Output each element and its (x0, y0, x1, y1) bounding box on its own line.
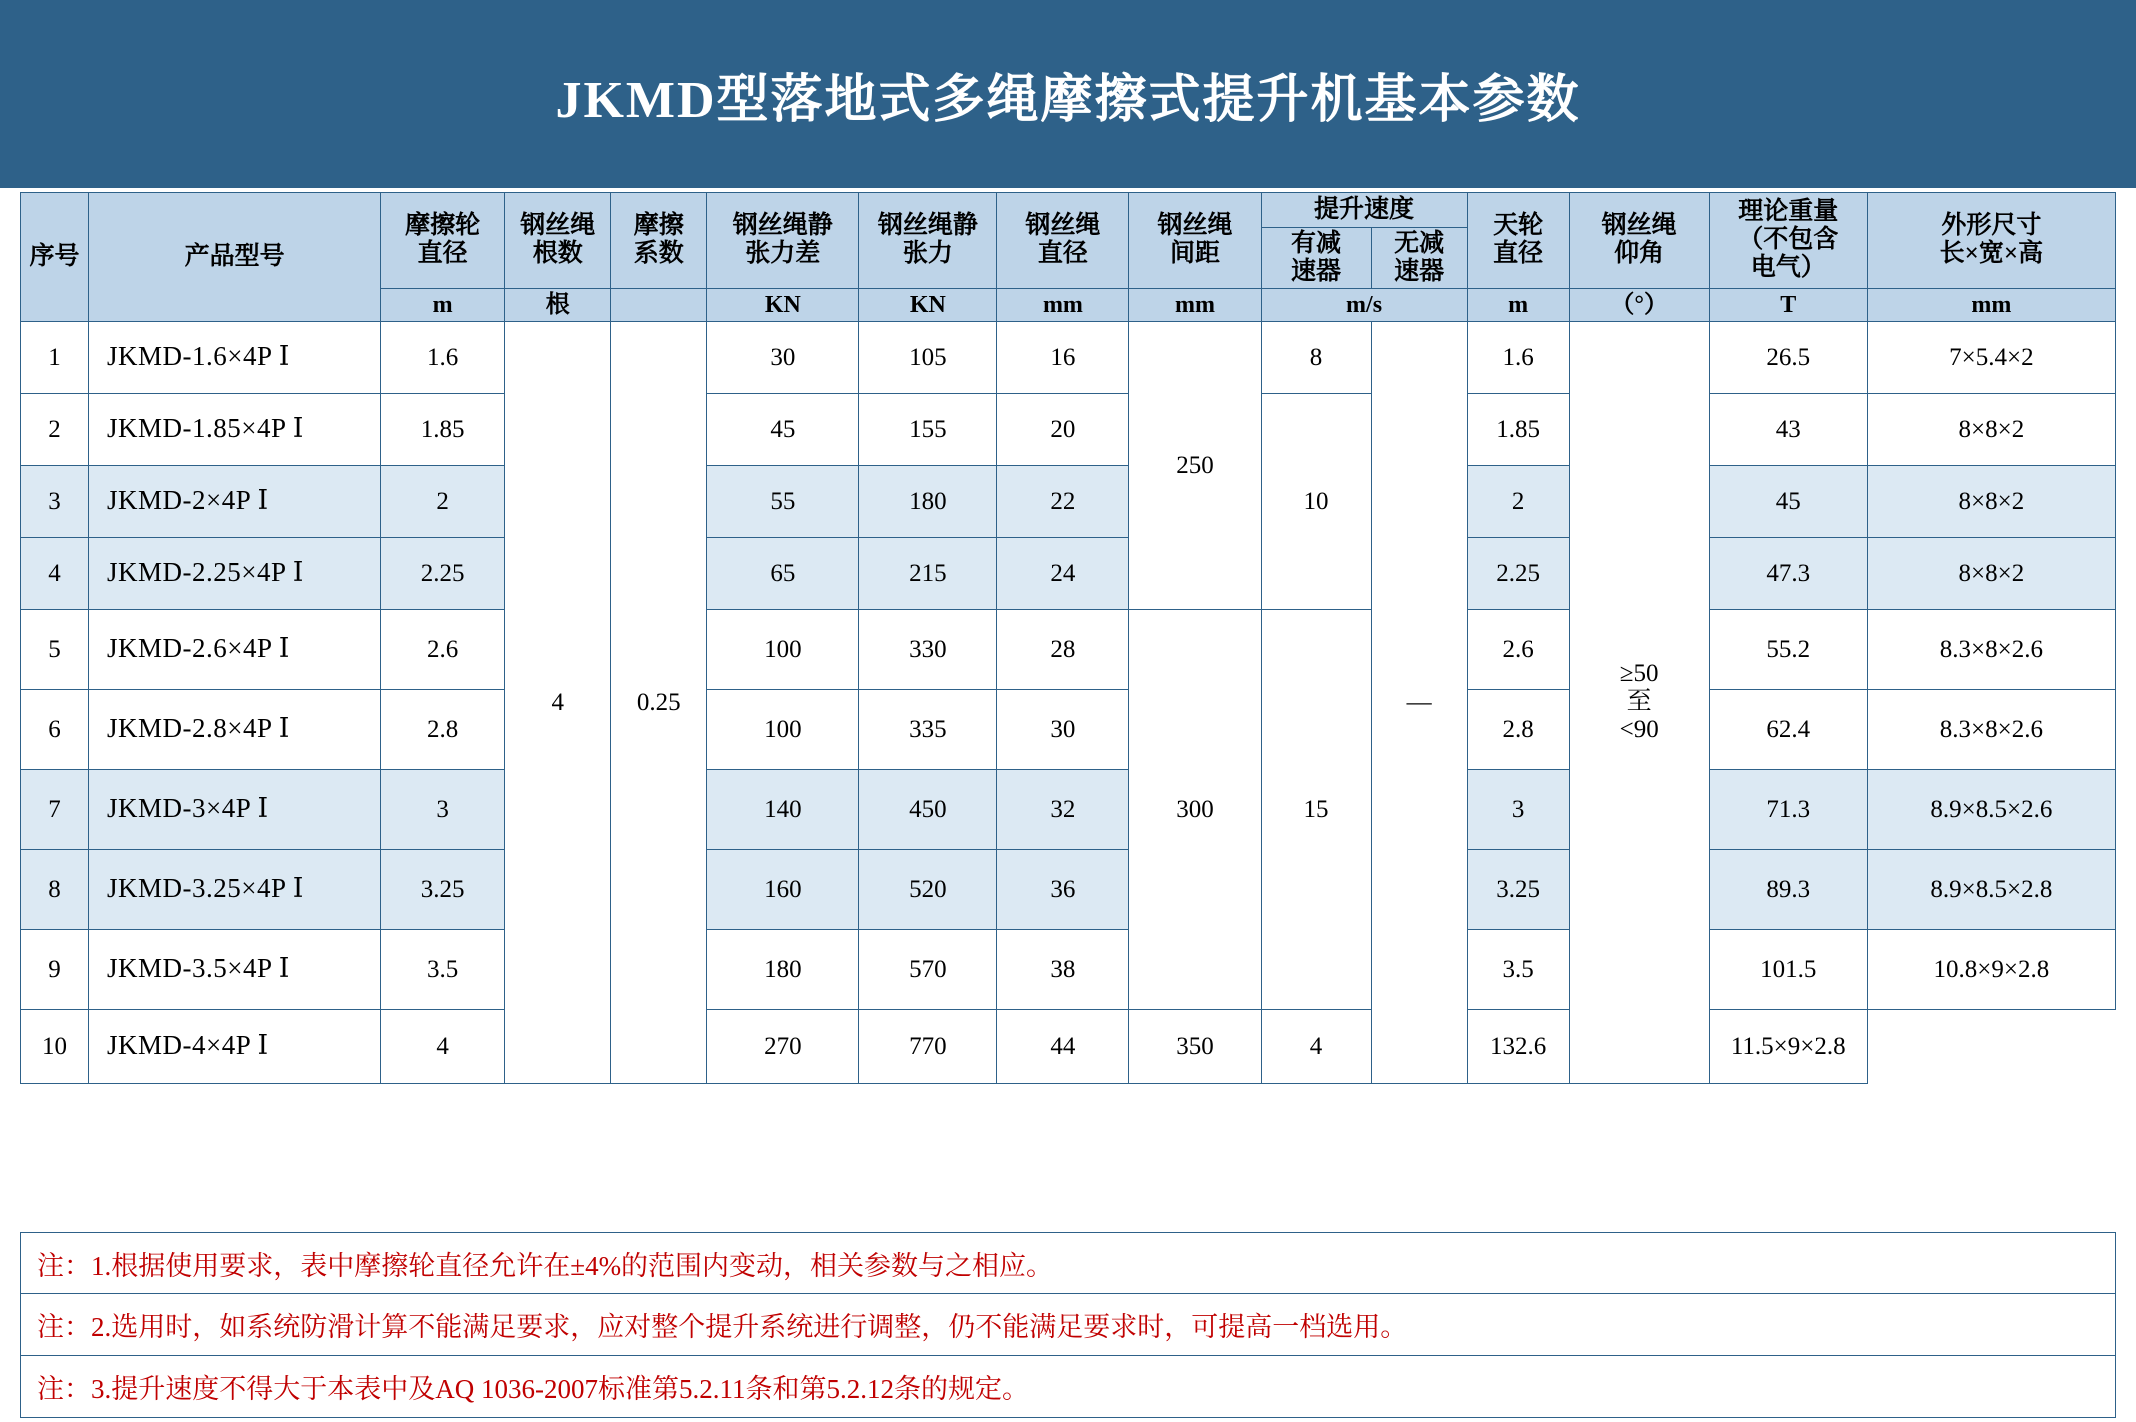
cell-static-tension: 570 (859, 929, 997, 1009)
header-index: 序号 (21, 193, 89, 322)
header-row-main (21, 193, 2116, 228)
cell-static-tension: 450 (859, 769, 997, 849)
header-rope-angle: 钢丝绳 仰角 (1569, 193, 1709, 289)
table-row (21, 393, 2116, 465)
unit-friction-coefficient (611, 288, 707, 321)
cell-rope-angle: ≥50 至 <90 (1569, 321, 1709, 1083)
table-row (21, 1009, 2116, 1083)
cell-rope-diameter: 36 (997, 849, 1129, 929)
cell-static-tension-diff: 45 (707, 393, 859, 465)
cell-theoretical-weight: 26.5 (1709, 321, 1867, 393)
cell-rope-diameter: 24 (997, 537, 1129, 609)
cell-sky-wheel-diameter: 3 (1467, 769, 1569, 849)
cell-index: 10 (21, 1009, 89, 1083)
cell-model: JKMD-3.25×4P Ⅰ (89, 849, 381, 929)
cell-theoretical-weight: 71.3 (1709, 769, 1867, 849)
cell-rope-diameter: 32 (997, 769, 1129, 849)
cell-dimensions: 7×5.4×2 (1867, 321, 2115, 393)
cell-index: 9 (21, 929, 89, 1009)
cell-model: JKMD-1.85×4P Ⅰ (89, 393, 381, 465)
cell-model: JKMD-3.5×4P Ⅰ (89, 929, 381, 1009)
unit-sky-wheel-diameter: m (1467, 288, 1569, 321)
page-title: JKMD型落地式多绳摩擦式提升机基本参数 (555, 71, 1581, 129)
cell-rope-diameter: 22 (997, 465, 1129, 537)
cell-static-tension: 770 (859, 1009, 997, 1083)
table-row (21, 537, 2116, 609)
header-rope-count: 钢丝绳 根数 (505, 193, 611, 289)
cell-theoretical-weight: 47.3 (1709, 537, 1867, 609)
cell-dimensions: 8.3×8×2.6 (1867, 609, 2115, 689)
cell-wheel-diameter: 3 (381, 769, 505, 849)
cell-index: 5 (21, 609, 89, 689)
cell-static-tension-diff: 270 (707, 1009, 859, 1083)
unit-rope-count: 根 (505, 288, 611, 321)
table-row (21, 849, 2116, 929)
cell-static-tension-diff: 100 (707, 609, 859, 689)
cell-dimensions: 10.8×9×2.8 (1867, 929, 2115, 1009)
unit-theoretical-weight: T (1709, 288, 1867, 321)
cell-dimensions: 11.5×9×2.8 (1709, 1009, 1867, 1083)
cell-rope-diameter: 38 (997, 929, 1129, 1009)
cell-static-tension-diff: 140 (707, 769, 859, 849)
cell-index: 3 (21, 465, 89, 537)
parameters-table (20, 192, 2116, 1084)
note-row-1 (20, 1232, 2116, 1294)
cell-speed-8: 8 (1261, 321, 1371, 393)
note-row-3 (20, 1356, 2116, 1418)
table-body (21, 321, 2116, 1083)
cell-rope-spacing-350: 350 (1129, 1009, 1261, 1083)
header-theoretical-weight: 理论重量 （不包含 电气） (1709, 193, 1867, 289)
unit-rope-angle: （°） (1569, 288, 1709, 321)
cell-index: 1 (21, 321, 89, 393)
cell-model: JKMD-3×4P Ⅰ (89, 769, 381, 849)
cell-model: JKMD-4×4P Ⅰ (89, 1009, 381, 1083)
cell-rope-count-merged: 4 (505, 321, 611, 1083)
header-hoist-speed: 提升速度 (1261, 193, 1467, 228)
table-row (21, 465, 2116, 537)
cell-wheel-diameter: 3.25 (381, 849, 505, 929)
cell-model: JKMD-2.8×4P Ⅰ (89, 689, 381, 769)
table-row (21, 689, 2116, 769)
cell-dimensions: 8.3×8×2.6 (1867, 689, 2115, 769)
note-text-3: 注：3.提升速度不得大于本表中及AQ 1036-2007标准第5.2.11条和第5.2.12条的规定。 (37, 1374, 1029, 1404)
header-static-tension-diff: 钢丝绳静 张力差 (707, 193, 859, 289)
cell-wheel-diameter: 1.6 (381, 321, 505, 393)
unit-static-tension: KN (859, 288, 997, 321)
cell-sky-wheel-diameter: 1.85 (1467, 393, 1569, 465)
cell-dimensions: 8.9×8.5×2.6 (1867, 769, 2115, 849)
header-wheel-diameter: 摩擦轮 直径 (381, 193, 505, 289)
header-with-reducer: 有减 速器 (1261, 227, 1371, 288)
cell-rope-diameter: 28 (997, 609, 1129, 689)
note-text-1: 注：1.根据使用要求，表中摩擦轮直径允许在±4%的范围内变动，相关参数与之相应。 (37, 1250, 1054, 1281)
cell-sky-wheel-diameter: 1.6 (1467, 321, 1569, 393)
cell-rope-diameter: 16 (997, 321, 1129, 393)
cell-model: JKMD-2×4P Ⅰ (89, 465, 381, 537)
cell-wheel-diameter: 4 (381, 1009, 505, 1083)
cell-rope-spacing-300: 300 (1129, 609, 1261, 1009)
cell-rope-diameter: 20 (997, 393, 1129, 465)
unit-speed: m/s (1261, 288, 1467, 321)
cell-static-tension: 335 (859, 689, 997, 769)
cell-speed-10: 10 (1261, 393, 1371, 609)
cell-wheel-diameter: 2.6 (381, 609, 505, 689)
cell-static-tension: 330 (859, 609, 997, 689)
header-rope-spacing: 钢丝绳 间距 (1129, 193, 1261, 289)
cell-index: 2 (21, 393, 89, 465)
cell-dimensions: 8×8×2 (1867, 465, 2115, 537)
unit-static-tension-diff: KN (707, 288, 859, 321)
cell-wheel-diameter: 3.5 (381, 929, 505, 1009)
cell-static-tension: 155 (859, 393, 997, 465)
cell-model: JKMD-2.25×4P Ⅰ (89, 537, 381, 609)
document-title-bar (0, 0, 2136, 188)
cell-dimensions: 8×8×2 (1867, 393, 2115, 465)
header-model: 产品型号 (89, 193, 381, 322)
cell-sky-wheel-diameter: 2.25 (1467, 537, 1569, 609)
cell-static-tension: 520 (859, 849, 997, 929)
cell-dimensions: 8×8×2 (1867, 537, 2115, 609)
cell-theoretical-weight: 89.3 (1709, 849, 1867, 929)
cell-friction-coefficient-merged: 0.25 (611, 321, 707, 1083)
cell-speed-15: 15 (1261, 609, 1371, 1009)
cell-index: 4 (21, 537, 89, 609)
cell-static-tension: 105 (859, 321, 997, 393)
cell-theoretical-weight: 43 (1709, 393, 1867, 465)
cell-without-reducer: — (1371, 321, 1467, 1083)
cell-sky-wheel-diameter: 2 (1467, 465, 1569, 537)
cell-theoretical-weight: 55.2 (1709, 609, 1867, 689)
table-row (21, 609, 2116, 689)
unit-rope-spacing: mm (1129, 288, 1261, 321)
header-rope-diameter: 钢丝绳 直径 (997, 193, 1129, 289)
cell-static-tension-diff: 30 (707, 321, 859, 393)
cell-sky-wheel-diameter: 2.6 (1467, 609, 1569, 689)
cell-wheel-diameter: 1.85 (381, 393, 505, 465)
table-header (21, 193, 2116, 322)
cell-dimensions: 8.9×8.5×2.8 (1867, 849, 2115, 929)
notes-section (20, 1232, 2116, 1418)
cell-wheel-diameter: 2.25 (381, 537, 505, 609)
cell-static-tension-diff: 180 (707, 929, 859, 1009)
note-text-2: 注：2.选用时，如系统防滑计算不能满足要求，应对整个提升系统进行调整，仍不能满足要求时，可提高一档选用。 (37, 1312, 1408, 1342)
cell-index: 7 (21, 769, 89, 849)
cell-static-tension-diff: 65 (707, 537, 859, 609)
cell-model: JKMD-2.6×4P Ⅰ (89, 609, 381, 689)
cell-sky-wheel-diameter: 4 (1261, 1009, 1371, 1083)
unit-wheel-diameter: m (381, 288, 505, 321)
cell-index: 8 (21, 849, 89, 929)
cell-wheel-diameter: 2.8 (381, 689, 505, 769)
header-static-tension: 钢丝绳静 张力 (859, 193, 997, 289)
cell-static-tension: 180 (859, 465, 997, 537)
cell-model: JKMD-1.6×4P Ⅰ (89, 321, 381, 393)
cell-theoretical-weight: 132.6 (1467, 1009, 1569, 1083)
table-row (21, 929, 2116, 1009)
cell-rope-spacing-250: 250 (1129, 321, 1261, 609)
header-sky-wheel-diameter: 天轮 直径 (1467, 193, 1569, 289)
header-friction-coefficient: 摩擦 系数 (611, 193, 707, 289)
cell-static-tension-diff: 100 (707, 689, 859, 769)
table-row (21, 321, 2116, 393)
header-without-reducer: 无减 速器 (1371, 227, 1467, 288)
cell-sky-wheel-diameter: 2.8 (1467, 689, 1569, 769)
table-row (21, 769, 2116, 849)
cell-static-tension-diff: 160 (707, 849, 859, 929)
cell-rope-diameter: 44 (997, 1009, 1129, 1083)
cell-static-tension: 215 (859, 537, 997, 609)
cell-theoretical-weight: 62.4 (1709, 689, 1867, 769)
cell-sky-wheel-diameter: 3.25 (1467, 849, 1569, 929)
parameters-table-container (20, 192, 2116, 1084)
header-dimensions: 外形尺寸 长×宽×高 (1867, 193, 2115, 289)
cell-static-tension-diff: 55 (707, 465, 859, 537)
unit-rope-diameter: mm (997, 288, 1129, 321)
cell-theoretical-weight: 45 (1709, 465, 1867, 537)
cell-sky-wheel-diameter: 3.5 (1467, 929, 1569, 1009)
note-row-2 (20, 1294, 2116, 1356)
cell-index: 6 (21, 689, 89, 769)
cell-rope-diameter: 30 (997, 689, 1129, 769)
cell-theoretical-weight: 101.5 (1709, 929, 1867, 1009)
unit-dimensions: mm (1867, 288, 2115, 321)
cell-wheel-diameter: 2 (381, 465, 505, 537)
